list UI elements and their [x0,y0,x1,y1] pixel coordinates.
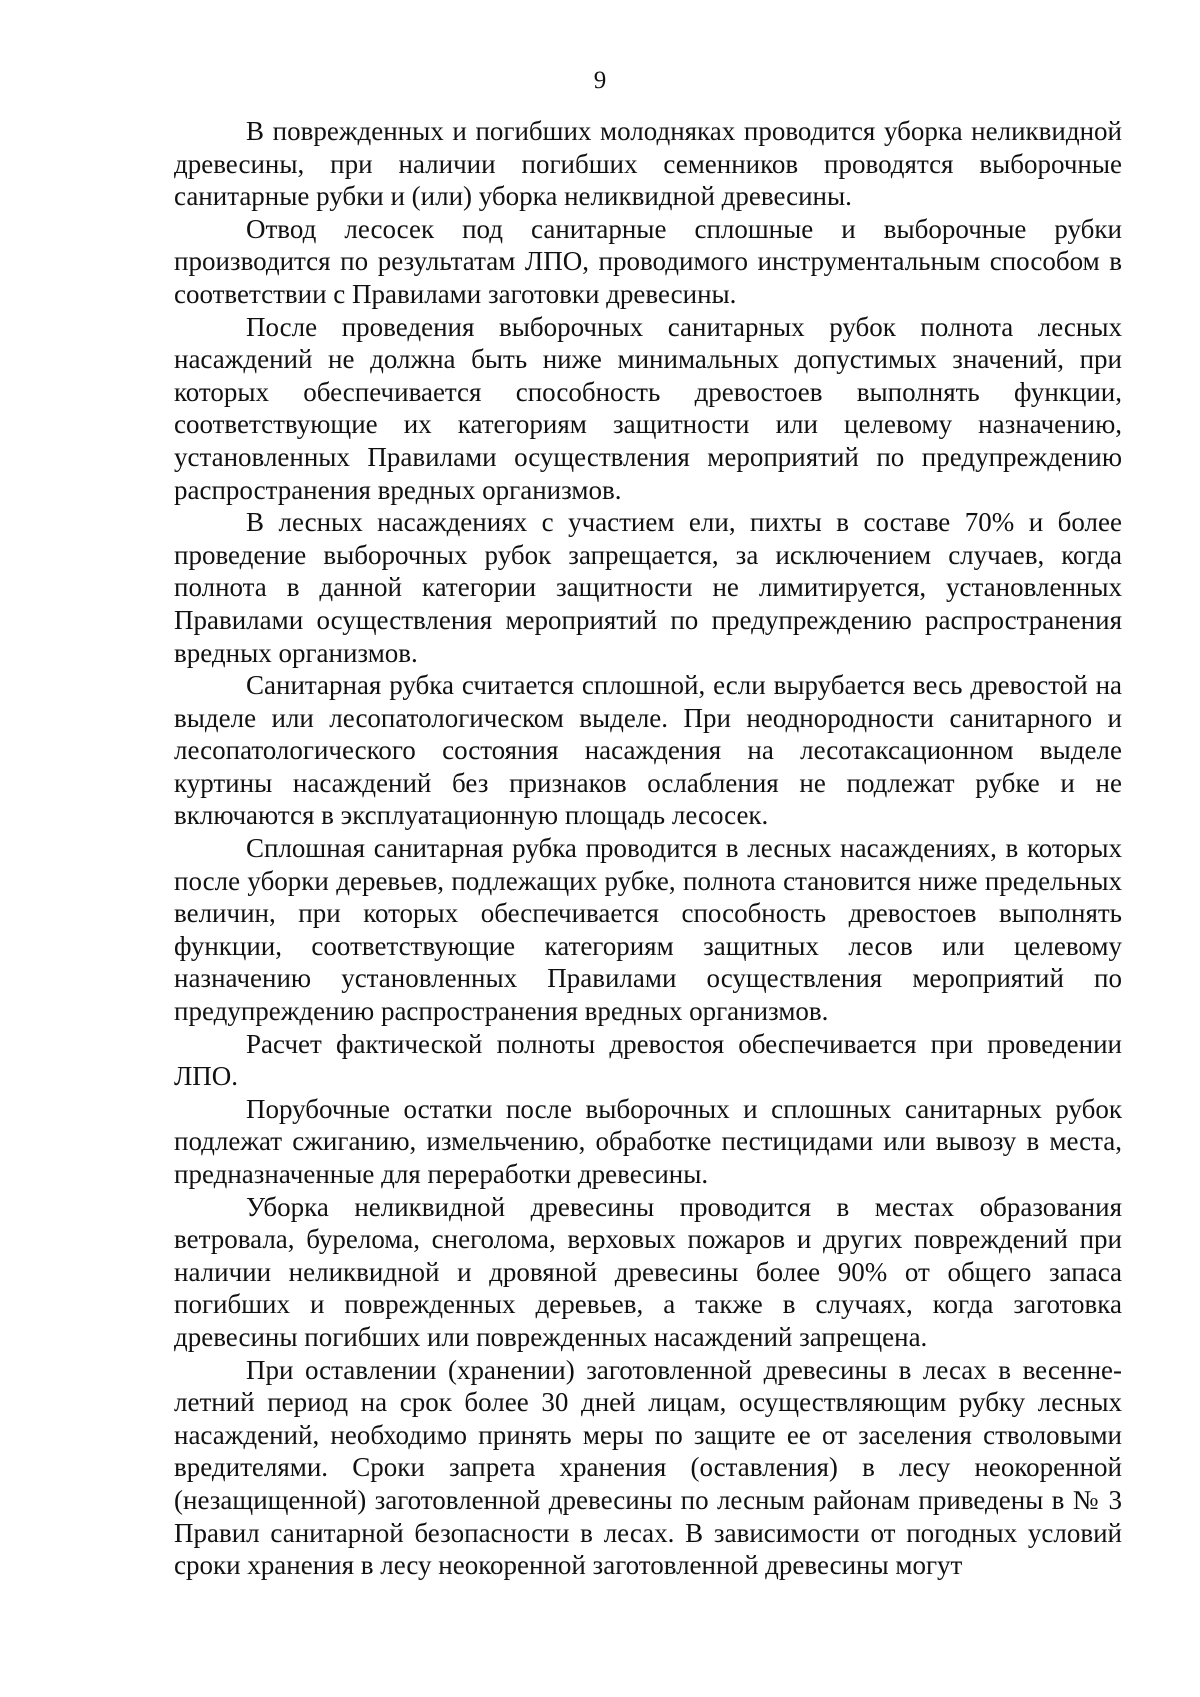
paragraph: Отвод лесосек под санитарные сплошные и выборочные рубки производится по результатам ЛПО, проводимого инструментальным способом в соответствии с Правилами заготовки древесины. [174,213,1122,309]
paragraph: Санитарная рубка считается сплошной, если вырубается весь древостой на выделе или лесопатологическом выделе. При неоднородности санитарного и лесопатологического состояния насаждения на лесотаксационном выделе куртины насаждений без признаков ослабления не подлежат рубке и не включаются в эксплуатационную площадь лесосек. [174,670,1122,831]
paragraph: Уборка неликвидной древесины проводится в местах образования ветровала, бурелома, снеголома, верховых пожаров и других повреждений при наличии неликвидной и дровяной древесины более 90% от общего запаса погибших и поврежденных деревьев, а также в случаях, когда заготовка древесины погибших или поврежденных насаждений запрещена. [174,1191,1122,1352]
paragraph: В поврежденных и погибших молодняках проводится уборка неликвидной древесины, при наличии погибших семенников проводятся выборочные санитарные рубки и (или) уборка неликвидной древесины. [174,116,1122,212]
paragraph: Расчет фактической полноты древостоя обеспечивается при проведении ЛПО. [174,1028,1122,1092]
document-body [174,115,1122,1582]
paragraph: В лесных насаждениях с участием ели, пихты в составе 70% и более проведение выборочных рубок запрещается, за исключением случаев, когда полнота в данной категории защитности не лимитируется, установленных Правилами осуществления мероприятий по предупреждению распространения вредных организмов. [174,507,1122,668]
paragraph: Порубочные остатки после выборочных и сплошных санитарных рубок подлежат сжиганию, измельчению, обработке пестицидами или вывозу в места, предназначенные для переработки древесины. [174,1093,1122,1189]
paragraph: Сплошная санитарная рубка проводится в лесных насаждениях, в которых после уборки деревьев, подлежащих рубке, полнота становится ниже предельных величин, при которых обеспечивается способность древостоев выполнять функции, соответствующие категориям защитных лесов или целевому назначению установленных Правилами осуществления мероприятий по предупреждению распространения вредных организмов. [174,833,1122,1027]
page-number: 9 [593,67,607,94]
paragraph: При оставлении (хранении) заготовленной древесины в лесах в весенне-летний период на срок более 30 дней лицам, осуществляющим рубку лесных насаждений, необходимо принять меры по защите ее от заселения стволовыми вредителями. Сроки запрета хранения (оставления) в лесу неокоренной (незащищенной) заготовленной древесины по лесным районам приведены в № 3 Правил санитарной безопасности в лесах. В зависимости от погодных условий сроки хранения в лесу неокоренной заготовленной древесины могут [174,1354,1122,1581]
paragraph: После проведения выборочных санитарных рубок полнота лесных насаждений не должна быть ниже минимальных допустимых значений, при которых обеспечивается способность древостоев выполнять функции, соответствующие их категориям защитности или целевому назначению, установленных Правилами осуществления мероприятий по предупреждению распространения вредных организмов. [174,311,1122,505]
